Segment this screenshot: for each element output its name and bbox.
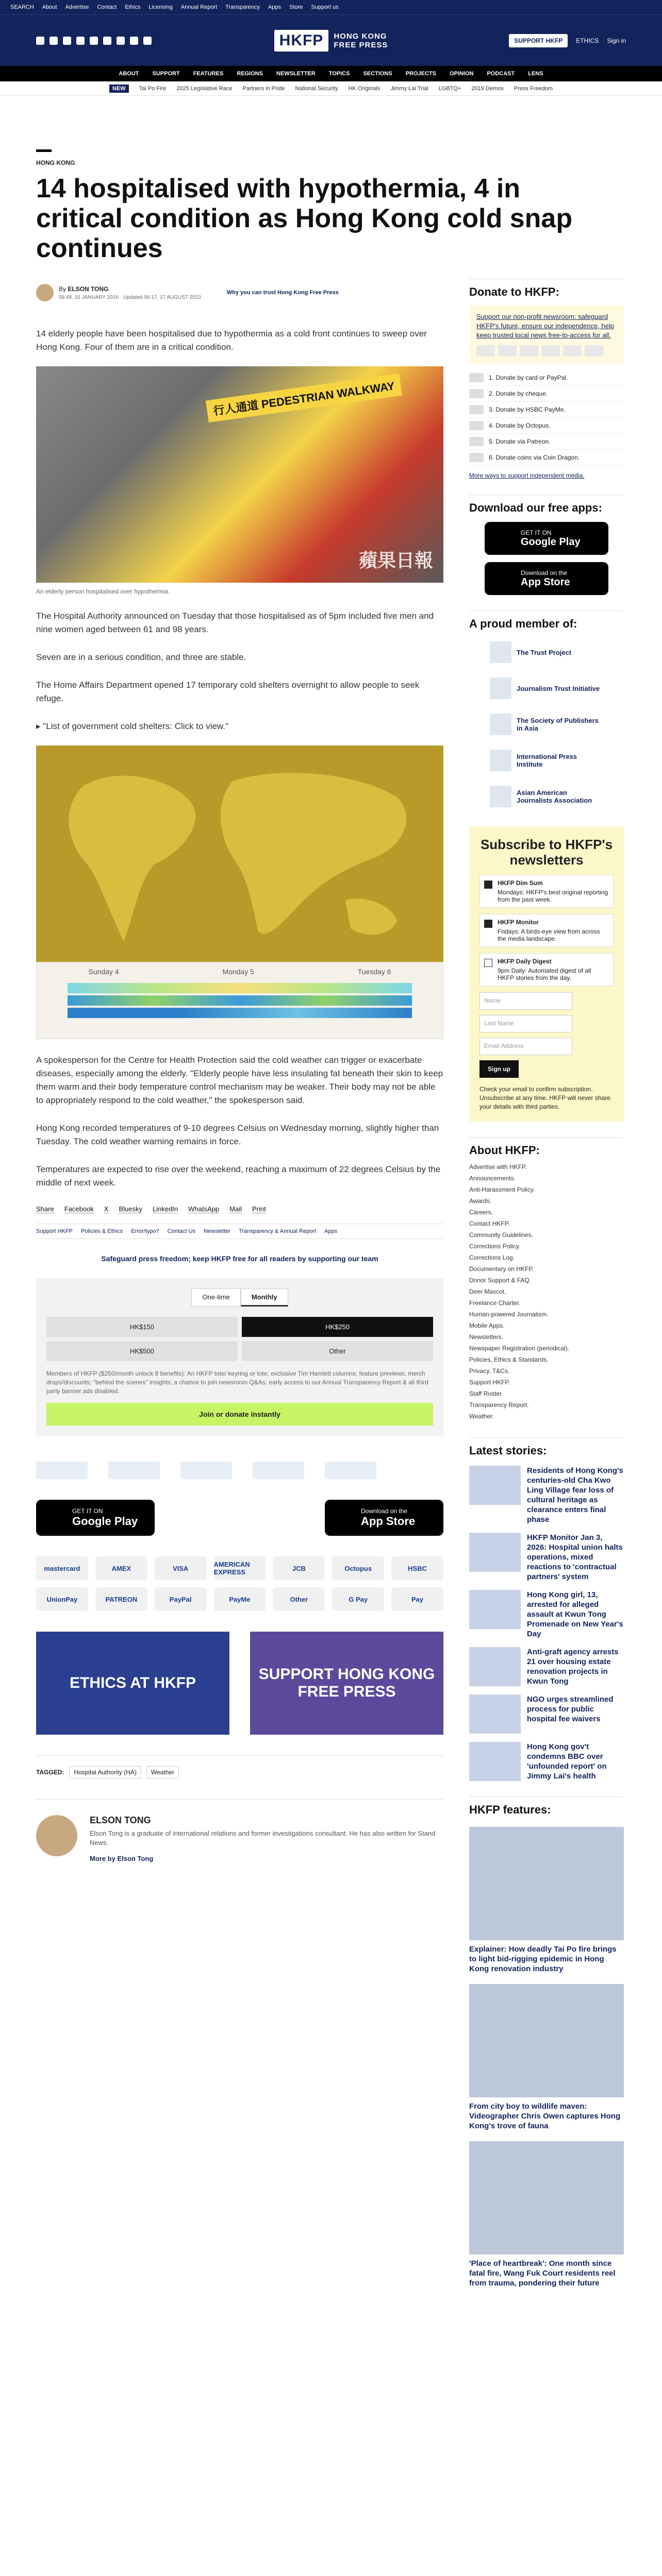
share-whatsapp[interactable]: WhatsApp [188, 1205, 220, 1213]
member-list [469, 638, 624, 811]
tab-one-time[interactable]: One-time [191, 1289, 240, 1307]
trending-item[interactable]: Partners in Pride [242, 85, 285, 92]
payment-logo[interactable]: PayMe [214, 1587, 266, 1611]
linkedin-icon[interactable] [103, 37, 111, 45]
nav-item[interactable]: LENS [528, 71, 543, 77]
amount-option[interactable]: HK$150 [46, 1317, 238, 1337]
email-icon[interactable] [130, 37, 138, 45]
paragraph: A spokesperson for the Centre for Health Protection said the cold weather can trigger or exacerbate diseases, especially among the elderly. "Elderly people have less insulating fat beneath their skin to keep them warm and their body temperature control mechanism may be weaker. Their body may not be able to appropriately respond to the cold weather," the spokesperson said. [36, 1055, 443, 1105]
topbar-item[interactable]: About [42, 4, 57, 10]
trust-project-logo[interactable] [36, 1462, 88, 1479]
story-thumbnail[interactable] [469, 1694, 521, 1734]
footer-link[interactable]: Newsletter [204, 1228, 231, 1234]
paragraph: The Hospital Authority announced on Tuesday that those hospitalised as of 5pm included five men and nine women aged between 61 and 98 years. [36, 611, 434, 634]
trending-item[interactable]: Tai Po Fire [139, 85, 167, 92]
story-thumbnail[interactable] [469, 1742, 521, 1781]
donate-text[interactable]: Support our non-profit newsroom: safeguard HKFP's future, ensure our independence, help keep trusted local news free-to-access for all. [476, 313, 614, 339]
share-print[interactable]: Print [252, 1205, 266, 1213]
payment-methods [36, 1556, 443, 1611]
article-date: 09:49, 16 JANUARY 2016 · Updated 06:17, 17 AUGUST 2023 [59, 294, 201, 300]
donate-option[interactable]: 3. Donate by HSBC PayMe. [469, 402, 624, 418]
signin-link[interactable]: Sign in [607, 37, 626, 44]
author-name[interactable]: By ELSON TONG [59, 285, 109, 293]
signup-button[interactable]: Sign up [479, 1060, 519, 1078]
nav-item[interactable]: FEATURES [193, 71, 224, 77]
nav-item[interactable]: TOPICS [328, 71, 350, 77]
payment-logo[interactable]: UnionPay [36, 1587, 88, 1611]
promo-videos [36, 1632, 443, 1735]
topbar-item[interactable]: Apps [268, 4, 282, 10]
tag[interactable]: Hospital Authority (HA) [69, 1766, 141, 1778]
member-item[interactable]: International Press Institute [490, 746, 603, 775]
paragraph: The Home Affairs Department opened 17 temporary cold shelters overnight to allow people to seek refuge. [36, 680, 420, 703]
member-item[interactable]: Journalism Trust Initiative [490, 674, 603, 703]
nav-item[interactable]: SUPPORT [152, 71, 180, 77]
sidebar-google-play[interactable]: GET IT ON Google Play [485, 522, 608, 555]
newsletter-checkbox[interactable] [484, 920, 492, 928]
trending-item[interactable]: Press Freedom [514, 85, 553, 92]
story-item[interactable]: Residents of Hong Kong's centuries-old Cha Kwo Ling Village fear loss of cultural heritage as clearance enters final phase [469, 1466, 624, 1524]
trending-item[interactable]: Jimmy Lai Trial [390, 85, 428, 92]
about-link[interactable]: Announcements. [469, 1175, 516, 1182]
newsletter-box [469, 826, 624, 1122]
about-link[interactable]: Newspaper Registration (periodical). [469, 1345, 570, 1352]
payment-logo[interactable]: PayPal [155, 1587, 207, 1611]
about-link[interactable]: Mobile Apps. [469, 1322, 505, 1329]
last-name-input[interactable]: Last Name [479, 1015, 572, 1032]
about-link[interactable]: Careers. [469, 1209, 493, 1216]
about-link[interactable]: Awards. [469, 1197, 492, 1205]
donate-options [469, 370, 624, 466]
weather-forecast-table [36, 962, 443, 1039]
logo-text: HONG KONG FREE PRESS [334, 31, 388, 49]
about-link[interactable]: Weather. [469, 1413, 494, 1420]
new-badge: NEW [109, 84, 129, 93]
nav-item[interactable]: OPINION [450, 71, 474, 77]
donation-form [36, 1278, 443, 1436]
about-link[interactable]: Deer Mascot. [469, 1288, 506, 1295]
apps-heading: Download our free apps: [469, 495, 624, 515]
app-store-button[interactable]: Download on the App Store [325, 1500, 443, 1536]
trending-item[interactable]: National Security [295, 85, 338, 92]
payment-logo[interactable]: VISA [155, 1556, 207, 1580]
about-link[interactable]: Human-powered Journalism. [469, 1311, 549, 1318]
article-tags [36, 1755, 443, 1778]
nav-item[interactable]: NEWSLETTER [276, 71, 316, 77]
tags-label: TAGGED: [36, 1769, 64, 1776]
byline [36, 284, 443, 301]
payment-logo[interactable]: HSBC [391, 1556, 443, 1580]
newsletter-checkbox[interactable] [484, 959, 492, 967]
story-item[interactable]: Hong Kong gov't condemns BBC over 'unfounded report' on Jimmy Lai's health [469, 1742, 624, 1781]
sidebar-app-links [469, 522, 624, 595]
footer-link[interactable]: Apps [324, 1228, 338, 1234]
features-heading: HKFP features: [469, 1797, 624, 1817]
footer-link[interactable]: Error/typo? [131, 1228, 159, 1234]
topbar-item[interactable]: SEARCH [10, 4, 34, 10]
story-item[interactable]: Hong Kong girl, 13, arrested for alleged assault at Kwun Tong Promenade on New Year's Day [469, 1590, 624, 1639]
social-icons [36, 37, 274, 45]
sidebar-payment-icons [476, 345, 617, 357]
newsletter-option[interactable]: HKFP Dim Sum Mondays: HKFP's best original reporting from the past week. [479, 875, 614, 908]
logo-mark: HKFP [274, 30, 329, 52]
about-link[interactable]: Corrections Log. [469, 1254, 515, 1261]
footer-link[interactable]: Transparency & Annual Report [239, 1228, 317, 1234]
more-by-author[interactable]: More by Elson Tong [90, 1855, 154, 1862]
weather-map [36, 745, 443, 962]
member-logos [36, 1462, 443, 1479]
member-item[interactable]: Asian American Journalists Association [490, 782, 603, 811]
photo-caption: An elderly person hospitalised over hypothermia. [36, 588, 170, 595]
feature-item[interactable]: 'Place of heartbreak': One month since fatal fire, Wang Fuk Court residents reel from trauma, pondering their future [469, 2141, 624, 2288]
newsletter-note: Check your email to confirm subscription. Unsubscribe at any time. HKFP will never share your details with third parties. [479, 1086, 610, 1110]
about-link[interactable]: Privacy, T&Cs. [469, 1367, 510, 1375]
article-category[interactable]: HONG KONG [36, 159, 75, 166]
share-facebook[interactable]: Facebook [64, 1205, 94, 1213]
author-bio: Elson Tong is a graduate of international relations and former investigations consultant. He has also written for Stand News. [90, 1829, 436, 1846]
sidebar-app-store[interactable]: Download on the App Store [485, 562, 608, 595]
story-item[interactable]: NGO urges streamlined process for public hospital fee waivers [469, 1694, 624, 1734]
footer-link[interactable]: Contact Us [167, 1228, 196, 1234]
ethics-promo[interactable]: ETHICS AT HKFP [36, 1632, 229, 1735]
rss-icon[interactable] [143, 37, 152, 45]
share-label: Share [36, 1205, 54, 1213]
paragraph: Hong Kong recorded temperatures of 9-10 degrees Celsius on Wednesday morning, slightly higher than Tuesday. The cold weather warning remains in force. [36, 1123, 439, 1146]
nav-item[interactable]: PODCAST [487, 71, 515, 77]
topbar-item[interactable]: Support us [311, 4, 339, 10]
payment-logo[interactable]: mastercard [36, 1556, 88, 1580]
nav-item[interactable]: PROJECTS [405, 71, 436, 77]
story-thumbnail[interactable] [469, 1647, 521, 1686]
author-box [36, 1799, 443, 1862]
main-header [0, 14, 662, 66]
donate-box [469, 305, 624, 364]
author-box-name[interactable]: ELSON TONG [90, 1815, 151, 1825]
youtube-icon[interactable] [117, 37, 125, 45]
paragraph: Temperatures are expected to rise over the weekend, reaching a maximum of 22 degrees Celsius by the middle of next week. [36, 1164, 441, 1188]
more-ways-link[interactable]: More ways to support independent media. [469, 472, 585, 479]
about-link[interactable]: Transparency Report. [469, 1401, 529, 1409]
trending-item[interactable]: HK Originals [348, 85, 380, 92]
feature-item[interactable]: From city boy to wildlife maven: Videographer Chris Owen captures Hong Kong's trove of fauna [469, 1984, 624, 2131]
feature-item[interactable]: Explainer: How deadly Tai Po fire brings to light bid-rigging epidemic in Hong Kong renovation industry [469, 1827, 624, 1974]
amount-option-selected[interactable]: HK$250 [242, 1317, 433, 1337]
topbar-item[interactable]: Advertise [65, 4, 89, 10]
trending-item[interactable]: 2025 Legislative Race [176, 85, 233, 92]
amount-option[interactable]: HK$500 [46, 1341, 238, 1361]
article-intro: 14 elderly people have been hospitalised due to hypothermia as a cold front continues to sweep over Hong Kong. Four of them are in a critical condition. [36, 329, 427, 352]
card-icon [541, 345, 560, 357]
member-item[interactable]: The Society of Publishers in Asia [490, 710, 603, 739]
donate-option[interactable]: 1. Donate by card or PayPal. [469, 370, 624, 386]
shelter-list-toggle[interactable]: ▸ "List of government cold shelters: Click to view." [36, 721, 229, 731]
card-icon [520, 345, 538, 357]
trust-link[interactable]: Why you can trust Hong Kong Free Press [226, 290, 339, 296]
nav-item[interactable]: SECTIONS [363, 71, 392, 77]
newsletter-option[interactable]: HKFP Monitor Fridays: A birds-eye view from across the media landscape. [479, 914, 614, 947]
about-list [469, 1161, 624, 1422]
forecast-day: Monday 5 [222, 968, 254, 976]
facebook-icon[interactable] [36, 37, 44, 45]
photo-watermark: 蘋果日報 [358, 550, 433, 571]
footer-links [36, 1224, 443, 1239]
support-promo[interactable]: SUPPORT HONG KONG FREE PRESS [250, 1632, 443, 1735]
about-link[interactable]: Contact HKFP. [469, 1220, 510, 1227]
payment-logo[interactable]: AMEX [95, 1556, 147, 1580]
newsletter-checkbox[interactable] [484, 880, 492, 889]
payment-logo[interactable]: G Pay [332, 1587, 384, 1611]
author-photo[interactable] [36, 1815, 77, 1856]
donate-option[interactable]: 4. Donate by Octopus. [469, 418, 624, 434]
feature-image[interactable] [469, 2141, 624, 2255]
threads-icon[interactable] [76, 37, 85, 45]
join-button[interactable]: Join or donate instantly [46, 1403, 433, 1426]
payment-logo[interactable]: AMERICAN EXPRESS [214, 1556, 266, 1580]
about-link[interactable]: Documentary on HKFP. [469, 1265, 534, 1273]
site-logo[interactable] [274, 30, 388, 52]
about-link[interactable]: Support HKFP. [469, 1379, 510, 1386]
card-icon [476, 345, 495, 357]
feature-image[interactable] [469, 1984, 624, 2097]
nav-item[interactable]: ABOUT [119, 71, 139, 77]
story-item[interactable]: HKFP Monitor Jan 3, 2026: Hospital union halts operations, mixed reactions to 'contractual partners' system [469, 1533, 624, 1582]
topbar-item[interactable]: Contact [97, 4, 117, 10]
payment-logo[interactable]: Octopus [332, 1556, 384, 1580]
feature-image[interactable] [469, 1827, 624, 1940]
about-link[interactable]: Anti-Harassment Policy. [469, 1186, 535, 1193]
newsletter-option[interactable]: HKFP Daily Digest 9pm Daily: Automated digest of all HKFP stories from the day. [479, 953, 614, 986]
member-item[interactable]: The Trust Project [490, 638, 603, 667]
about-heading: About HKFP: [469, 1137, 624, 1157]
paragraph: Seven are in a serious condition, and three are stable. [36, 652, 246, 662]
article-title: 14 hospitalised with hypothermia, 4 in critical condition as Hong Kong cold snap continues [36, 174, 573, 263]
about-link[interactable]: Staff Roster. [469, 1390, 503, 1397]
donate-option[interactable]: 2. Donate by cheque. [469, 386, 624, 402]
story-thumbnail[interactable] [469, 1466, 521, 1505]
app-store-links [36, 1500, 443, 1536]
about-link[interactable]: Donor Support & FAQ. [469, 1277, 532, 1284]
topbar-item[interactable]: Store [289, 4, 303, 10]
about-link[interactable]: Freelance Charter. [469, 1299, 521, 1307]
article-photo [36, 366, 443, 583]
trending-item[interactable]: 2019 Demos [471, 85, 504, 92]
payment-logo[interactable]: PATREON [95, 1587, 147, 1611]
trending-nav [0, 81, 662, 96]
forecast-day: Tuesday 6 [357, 968, 391, 976]
instagram-icon[interactable] [63, 37, 71, 45]
payment-logo[interactable]: Pay [391, 1587, 443, 1611]
google-play-button[interactable]: GET IT ON Google Play [36, 1500, 155, 1536]
about-link[interactable]: Policies, Ethics & Standards. [469, 1356, 549, 1363]
photo-sign: 行人通道 PEDESTRIAN WALKWAY [206, 374, 402, 422]
topbar-item[interactable]: Licensing [148, 4, 173, 10]
share-bar [36, 1205, 443, 1213]
forecast-day: Sunday 4 [88, 968, 119, 976]
about-link[interactable]: Corrections Policy. [469, 1243, 521, 1250]
bluesky-icon[interactable] [90, 37, 98, 45]
x-icon[interactable] [49, 37, 58, 45]
main-nav [0, 66, 662, 81]
author-avatar[interactable] [36, 284, 54, 301]
aaja-logo[interactable] [325, 1462, 376, 1479]
donate-option[interactable]: 5. Donate via Patreon. [469, 434, 624, 450]
jti-logo[interactable] [108, 1462, 160, 1479]
card-icon [498, 345, 517, 357]
amount-option[interactable]: Other [242, 1341, 433, 1361]
tag[interactable]: Weather [146, 1766, 179, 1778]
member-benefits: Members of HKFP ($250/month unlock 8 benefits): An HKFP tote/ keyring or tote; exclusive Tim Hamlett columns; feature previews; merch drops/discounts; "behind the scenes" insights; a chance to join newsroom Q&As; early access to our Annual Transparency Report & all third party banner ads disabled. [46, 1370, 428, 1395]
trending-item[interactable]: LGBTQ+ [438, 85, 461, 92]
support-button[interactable]: SUPPORT HKFP [509, 34, 568, 47]
card-icon [563, 345, 582, 357]
card-icon [585, 345, 603, 357]
world-map [36, 745, 443, 962]
story-item[interactable]: Anti-graft agency arrests 21 over housing estate renovation projects in Kwun Tong [469, 1647, 624, 1686]
nav-item[interactable]: REGIONS [237, 71, 263, 77]
about-link[interactable]: Advertise with HKFP. [469, 1163, 527, 1171]
payment-logo[interactable]: Other [273, 1587, 325, 1611]
latest-heading: Latest stories: [469, 1437, 624, 1458]
share-mail[interactable]: Mail [229, 1205, 242, 1213]
sopa-logo[interactable] [180, 1462, 232, 1479]
story-thumbnail[interactable] [469, 1590, 521, 1629]
top-bar [0, 0, 662, 14]
share-bluesky[interactable]: Bluesky [119, 1205, 142, 1213]
footer-link[interactable]: Policies & Ethics [80, 1228, 123, 1234]
about-link[interactable]: Newsletters. [469, 1333, 504, 1341]
footer-link[interactable]: Support HKFP [36, 1228, 73, 1234]
payment-logo[interactable]: JCB [273, 1556, 325, 1580]
first-name-input[interactable]: Name [479, 992, 572, 1010]
member-heading: A proud member of: [469, 611, 624, 631]
ipi-logo[interactable] [253, 1462, 304, 1479]
newsletter-heading: Subscribe to HKFP's newsletters [480, 837, 613, 868]
share-x[interactable]: X [104, 1205, 109, 1213]
article-body [36, 263, 443, 2288]
about-link[interactable]: Community Guidelines. [469, 1231, 534, 1239]
story-thumbnail[interactable] [469, 1533, 521, 1572]
tab-monthly[interactable]: Monthly [241, 1289, 288, 1307]
topbar-item[interactable]: Transparency [225, 4, 260, 10]
category-rule [36, 149, 52, 152]
donate-heading: Donate to HKFP: [469, 279, 624, 299]
ethics-link[interactable]: ETHICS [576, 37, 599, 44]
topbar-item[interactable]: Ethics [125, 4, 141, 10]
safeguard-banner[interactable]: Safeguard press freedom; keep HKFP free for all readers by supporting our team [101, 1255, 378, 1263]
topbar-item[interactable]: Annual Report [180, 4, 218, 10]
share-linkedin[interactable]: LinkedIn [153, 1205, 178, 1213]
sidebar [469, 263, 624, 2288]
donate-option[interactable]: 6. Donate coins via Coin Dragon. [469, 450, 624, 466]
email-input[interactable]: Email Address [479, 1038, 572, 1055]
